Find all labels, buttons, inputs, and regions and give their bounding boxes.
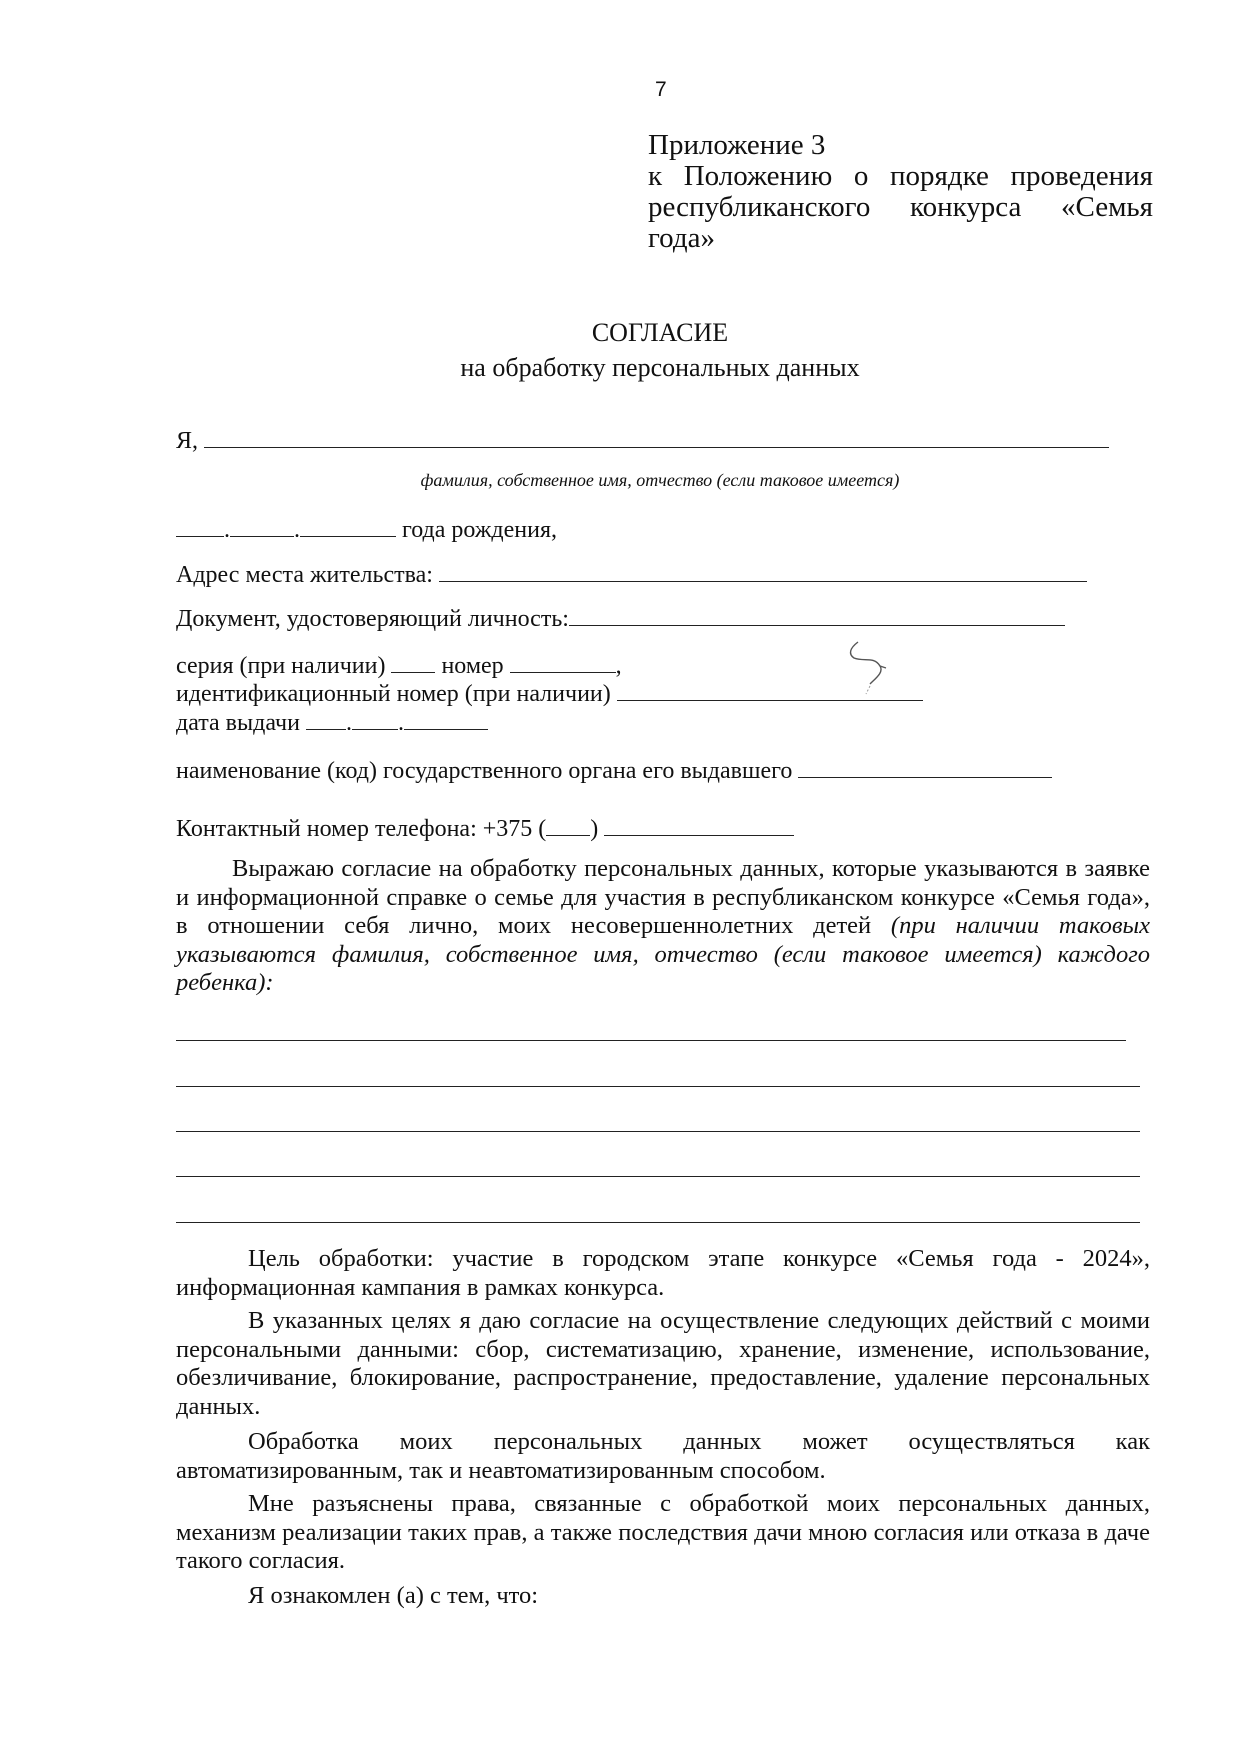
birth-date-row <box>176 514 557 544</box>
document-row <box>176 603 1065 633</box>
acknowledged-paragraph <box>176 1582 1150 1611</box>
birth-year-field[interactable] <box>300 514 396 537</box>
series-field[interactable] <box>391 650 435 673</box>
annex-line-2: к Положению о порядке проведения <box>648 160 1153 192</box>
method-paragraph <box>176 1428 1150 1485</box>
actions-text: В указанных целях я даю согласие на осуществление следующих действий с моими персональными данными: сбор, систематизацию, хранение, изменение, использование, обезличивание, блокирование, распространение, предоставление, удаление персональных данных. <box>176 1307 1150 1420</box>
issue-month-field[interactable] <box>352 707 398 730</box>
consent-text: Выражаю согласие на обработку персональных данных, которые указываются в заявке и информационной справке о семье для участия в республиканском конкурсе «Семья года», в отношении себя лично, моих несовершеннолетних детей <box>176 855 1150 939</box>
issue-date-label: дата выдачи <box>176 710 300 736</box>
child-line[interactable] <box>176 1131 1140 1132</box>
purpose-paragraph <box>176 1245 1150 1302</box>
handwritten-mark <box>840 638 920 708</box>
series-label: серия (при наличии) <box>176 653 386 679</box>
address-row <box>176 559 1087 589</box>
child-line[interactable] <box>176 1222 1140 1223</box>
phone-close: ) <box>590 816 599 842</box>
actions-paragraph <box>176 1307 1150 1421</box>
phone-row <box>176 813 794 843</box>
method-text: Обработка моих персональных данных может осуществляться как автоматизированным, так и неавтоматизированным способом. <box>176 1428 1150 1484</box>
issuer-label: наименование (код) государственного органа его выдавшего <box>176 758 793 784</box>
document-label: Документ, удостоверяющий личность: <box>176 606 569 632</box>
phone-number-field[interactable] <box>604 813 794 836</box>
issue-day-field[interactable] <box>306 707 346 730</box>
child-line[interactable] <box>176 1086 1140 1087</box>
issuer-row <box>176 755 1052 785</box>
birth-month-field[interactable] <box>230 514 294 537</box>
acknowledged-text: Я ознакомлен (а) с тем, что: <box>248 1582 539 1609</box>
number-field[interactable] <box>510 650 616 673</box>
name-field[interactable] <box>204 425 1109 448</box>
rights-text: Мне разъяснены права, связанные с обработкой моих персональных данных, механизм реализации таких прав, а также последствия дачи мною согласия или отказа в даче такого согласия. <box>176 1490 1150 1574</box>
document-field[interactable] <box>569 603 1065 626</box>
annex-header <box>648 130 1153 254</box>
birth-date-dot: . <box>224 517 230 543</box>
name-hint: фамилия, собственное имя, отчество (если таковое имеется) <box>420 470 900 490</box>
name-prefix: Я, <box>176 428 199 454</box>
issue-year-field[interactable] <box>404 707 488 730</box>
child-line[interactable] <box>176 1176 1140 1177</box>
birth-day-field[interactable] <box>176 514 224 537</box>
number-label: номер <box>441 653 504 679</box>
name-row <box>176 425 1109 455</box>
consent-paragraph <box>176 855 1150 998</box>
phone-code-field[interactable] <box>546 813 590 836</box>
series-row <box>176 650 622 680</box>
page-number: 7 <box>655 78 667 101</box>
child-line[interactable] <box>176 1040 1126 1041</box>
number-comma: , <box>615 653 622 679</box>
issue-date-dot: . <box>345 710 352 736</box>
issue-date-row <box>176 707 488 737</box>
birth-date-label: года рождения, <box>402 517 557 543</box>
document-subtitle: на обработку персональных данных <box>460 353 860 382</box>
issue-date-dot: . <box>397 710 404 736</box>
annex-line-1: Приложение 3 <box>648 129 826 161</box>
document-title: СОГЛАСИЕ <box>591 318 729 347</box>
rights-paragraph <box>176 1490 1150 1576</box>
phone-label: Контактный номер телефона: +375 ( <box>176 816 547 842</box>
purpose-text: Цель обработки: участие в городском этапе конкурсе «Семья года - 2024», информационная кампания в рамках конкурса. <box>176 1245 1150 1301</box>
address-label: Адрес места жительства: <box>176 562 433 588</box>
id-row <box>176 678 923 708</box>
id-label: идентификационный номер (при наличии) <box>176 681 611 707</box>
address-field[interactable] <box>439 559 1087 582</box>
annex-line-3: республиканского конкурса «Семья <box>648 191 1153 223</box>
consent-italic-note: (при наличии таковых указываются фамилия, собственное имя, отчество (если таковое имеется) каждого ребенка): <box>176 912 1150 996</box>
annex-line-4: года» <box>648 222 715 254</box>
birth-date-dot: . <box>294 517 300 543</box>
issuer-field[interactable] <box>798 755 1052 778</box>
